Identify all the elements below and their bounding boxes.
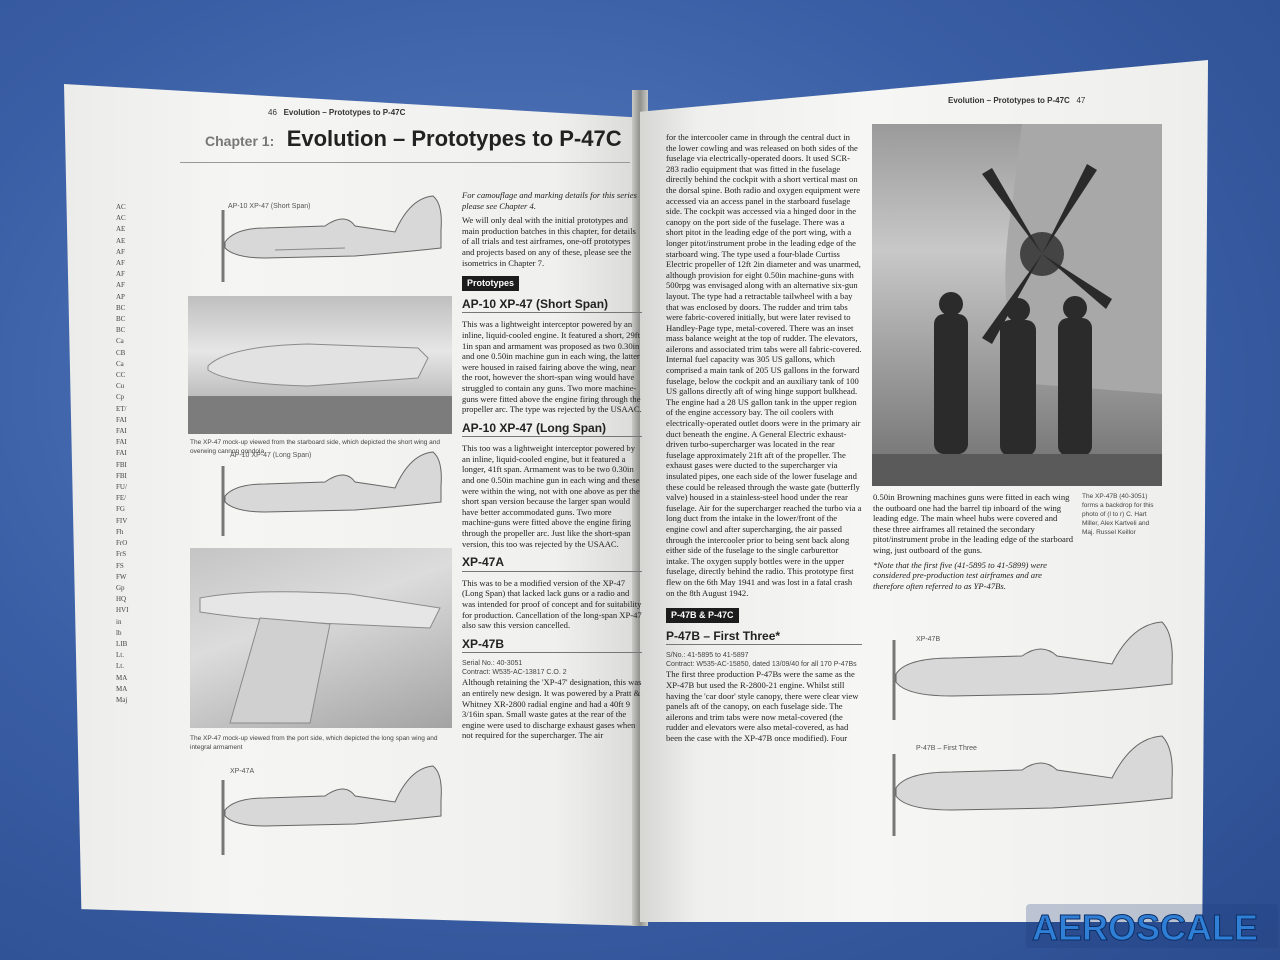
index-entry: FE/ xyxy=(116,494,127,503)
drawing4-label: XP-47B xyxy=(916,636,941,643)
first-three-text: The first three production P-47Bs were the same as the XP-47B but used the R-2800-21 engine. Whilst still having the 'car door' style canopy, there were clear view panels aft of the canopy, on each fuselage side. The ailerons and trim tabs were now metal-covered (the rudder and elevators were also metal-covered, as had been the case with the XP-47B once modified). Four xyxy=(666,669,859,743)
drawing2-aircraft-profile xyxy=(205,448,450,543)
drawing1-aircraft-profile xyxy=(205,190,450,290)
heading-first-three: P-47B – First Three* xyxy=(666,631,862,646)
index-entry: CB xyxy=(116,348,126,357)
section-prototypes: Prototypes xyxy=(462,276,519,291)
intro-text: We will only deal with the initial prototypes and main production batches in this chapter, for details of all trials and test airframes, one-off prototypes and projects based on any of these, please see the isometrics in Chapter 7. xyxy=(462,215,636,268)
index-entry: Cu xyxy=(116,382,125,391)
first-three-guns-text: 0.50in Browning machines guns were fitted in each wing the outboard one had the barrel tip inboard of the wing leading edge. The main wheel hubs were covered and these three airframes all retained the secondary pitot/instrument probe in the leading edge of the starboard wing, just outboard of the guns. xyxy=(873,492,1073,555)
index-entry: MA xyxy=(116,684,128,693)
index-entry: FS xyxy=(116,561,124,570)
drawing2-label: AP-10 XP-47 (Long Span) xyxy=(230,452,312,459)
index-entry: BC xyxy=(116,315,126,324)
index-entry: FIV xyxy=(116,516,128,525)
index-entry: HQ xyxy=(116,595,127,604)
right-running-title: Evolution – Prototypes to P-47C xyxy=(948,96,1070,105)
yp47b-note: *Note that the first five (41-5895 to 41-5899) were considered pre-production test airframes and are therefore often referred to as YP-47Bs. xyxy=(873,559,1047,591)
chapter-label: Chapter 1: xyxy=(205,133,275,149)
index-entry: FBI xyxy=(116,471,127,480)
index-entry: ET/ xyxy=(116,404,127,413)
heading-xp47b: XP-47B xyxy=(462,639,642,654)
first-three-contract: Contract: W535-AC-15850, dated 13/09/40 for all 170 P-47Bs xyxy=(666,661,857,669)
xp47b-group-photo xyxy=(872,124,1162,486)
long-span-text: This too was a lightweight interceptor powered by an inline, liquid-cooled engine, but it featured a longer, 41ft span. Armament was to be two 0.30in and one 0.50in machine gun in each wing and these were within the wing, not with one above as per the short span version because the larger span would have better accommodated guns. Two more machine-guns were fitted above the engine firing through the propeller arc. Just like the short-span version, this too was rejected by the USAAC. xyxy=(462,443,640,549)
index-entry: LIB xyxy=(116,639,128,648)
xp47b-text: Although retaining the 'XP-47' designation, this was an entirely new design. It was powered by a Pratt & Whitney XR-2800 radial engine and had a 40ft 9 3/16in span. Small waste gates at the rear of the engine were used to discharge exhaust gases when not required for the supercharger. The air xyxy=(462,677,642,741)
drawing3-aircraft-profile xyxy=(205,760,450,860)
index-entry: MA xyxy=(116,673,128,682)
index-entry: AC xyxy=(116,214,126,223)
index-entry: Ca xyxy=(116,359,124,368)
index-entry: CC xyxy=(116,371,126,380)
index-entry: FU/ xyxy=(116,483,127,492)
index-entry: FG xyxy=(116,505,125,514)
index-entry: AF xyxy=(116,270,125,279)
index-entry: FrO xyxy=(116,539,128,548)
chapter-title: Evolution – Prototypes to P-47C xyxy=(286,126,622,151)
drawing3-label: XP-47A xyxy=(230,768,255,775)
photo1-caption: The XP-47 mock-up viewed from the starboard side, which depicted the short wing and overwing cannon gondola xyxy=(190,439,441,455)
heading-long-span: AP-10 XP-47 (Long Span) xyxy=(462,423,642,438)
index-entry: BC xyxy=(116,326,126,335)
heading-xp47a: XP-47A xyxy=(462,557,642,572)
right-running-head xyxy=(948,96,1085,105)
index-entry: Lt. xyxy=(116,662,124,671)
chapter-rule xyxy=(180,162,630,163)
index-column xyxy=(116,202,128,706)
right-page-number: 47 xyxy=(1076,96,1086,105)
group-photo-caption: The XP-47B (40-3051) forms a backdrop for this photo of (l to r) C. Hart Miller, Alex Kartveli and Maj. Russel Keillor xyxy=(1082,493,1154,536)
right-text-column-2 xyxy=(873,492,1073,595)
index-entry: AE xyxy=(116,236,126,245)
heading-short-span: AP-10 XP-47 (Short Span) xyxy=(462,299,642,314)
index-entry: FAI xyxy=(116,415,127,424)
left-page-number: 46 xyxy=(268,108,277,117)
chapter-heading xyxy=(205,126,622,152)
index-entry: FrS xyxy=(116,550,127,559)
first-three-serial: S/No.: 41-5895 to 41-5897 xyxy=(666,652,749,660)
left-text-column xyxy=(462,190,642,745)
index-entry: Maj xyxy=(116,695,128,704)
drawing4-aircraft-profile xyxy=(882,620,1178,730)
index-entry: lb xyxy=(116,628,122,637)
drawing1-label: AP-10 XP-47 (Short Span) xyxy=(228,203,311,210)
index-entry: Cp xyxy=(116,393,125,402)
index-entry: FAI xyxy=(116,427,127,436)
index-entry: in xyxy=(116,617,122,626)
index-entry: Fh xyxy=(116,527,124,536)
section-p47b-p47c: P-47B & P-47C xyxy=(666,608,739,623)
index-entry: AF xyxy=(116,247,125,256)
index-entry: FAI xyxy=(116,449,127,458)
left-running-title: Evolution – Prototypes to P-47C xyxy=(283,108,406,117)
index-entry: FW xyxy=(116,572,127,581)
xp47a-text: This was to be a modified version of the XP-47 (Long Span) that lacked lack guns or a radio and was intended for proof of concept and for suitability for production. Cancellation of the long-span XP-47 also saw this version cancelled. xyxy=(462,577,642,631)
mockup-starboard-photo xyxy=(188,296,452,434)
xp47b-serial: Serial No.: 40-3051 xyxy=(462,660,523,668)
xp47b-contract: Contract: W535-AC-13817 C.O. 2 xyxy=(462,669,567,677)
aeroscale-logo-text: AEROSCALE xyxy=(1032,907,1259,948)
right-text-column-1 xyxy=(666,132,862,747)
drawing5-aircraft-profile xyxy=(882,732,1178,847)
index-entry: AP xyxy=(116,292,125,301)
index-entry: HVI xyxy=(116,606,129,615)
index-entry: Lt. xyxy=(116,651,124,660)
index-entry: FBI xyxy=(116,460,127,469)
index-entry: AF xyxy=(116,281,125,290)
index-entry: FAI xyxy=(116,438,127,447)
photo2-caption: The XP-47 mock-up viewed from the port side, which depicted the long span wing and integral armament xyxy=(190,735,438,751)
index-entry: AC xyxy=(116,203,126,211)
short-span-text: This was a lightweight interceptor powered by an inline, liquid-cooled engine. It featured a short, 29ft 1in span and armament was proposed as two 0.30in and one 0.50in machine gun in each wing, the latter were housed in raised fairing above the wing, near the root, however the short-span wing would have struggled to contain any guns. Two more machine-guns were fitted above the engine firing through the propeller arc. The type was rejected by the USAAC. xyxy=(462,319,642,415)
aeroscale-logo xyxy=(1026,904,1278,948)
intro-italic: For camouflage and marking details for this series please see Chapter 4. xyxy=(462,190,637,211)
left-running-head xyxy=(268,108,405,117)
index-entry: BC xyxy=(116,303,126,312)
mockup-port-photo xyxy=(190,548,452,728)
xp47b-continued-text: for the intercooler came in through the central duct in the lower cowling and was released on both sides of the fuselage via electrically-operated doors. It used SCR-283 radio equipment that was fitted in the fuselage directly behind the cockpit with a short vertical mast on the dorsal spine. Both radio and oxygen equipment were accessed via an access panel in the starboard fuselage side. The cockpit was accessed via a hinged door in the canopy on the port side of the fuselage. There was a short pitot in the leading edge of the port wing, with a longer pitot/instrument probe in the leading edge of the starboard wing. The type used a four-blade Curtiss Electric propeller of 12ft 2in diameter and was unarmed, although provision for eight 0.50in machine-guns with 500rpg was envisaged along with an alternative six-gun layout. The type had a retractable tailwheel with a bay that was enclosed by doors. The rudder and trim tabs were fabric-covered initially, but were later revised to Handley-Page type, metal-covered. There was an inset mass balance weight at the top of rudder. The elevators, ailerons and associated trim tabs were all fabric-covered. Internal fuel capacity was 305 US gallons, which comprised a main tank of 205 US gallons in the forward fuselage, below the cockpit and an auxiliary tank of 100 US gallons directly aft of wing hinge support bulkhead. The engine had a 28 US gallon tank in the upper region of the engine accessory bay. The oil coolers with electrically-operated outlet doors were in the primary air duct beneath the engine. A General Electric exhaust-driven turbo-supercharger was located in the rear fuselage approximately 21ft aft of the propeller. The exhaust gases were ducted to the supercharger via insulated pipes, one each side of the lower fuselage and these could be released through the waste gate (butterfly valve) housed in a stainless-steel hood under the rear fuselage. Air for the supercharger reached the turbo via a long duct from the intake in the lower/front of the engine cowl and after supercharging, the air passed through the intercooler prior to being sent back along either side of the fuselage to the single carburettor intake. The oxygen supply bottles were in the upper fuselage, directly behind the radio. This prototype first flew on the 6th May 1941 and was lost in a fatal crash on the 8th August 1942. xyxy=(666,132,862,598)
index-entry: AE xyxy=(116,225,126,234)
drawing5-label: P-47B – First Three xyxy=(916,745,977,752)
index-entry: AF xyxy=(116,259,125,268)
index-entry: Gp xyxy=(116,583,125,592)
index-entry: Ca xyxy=(116,337,124,346)
